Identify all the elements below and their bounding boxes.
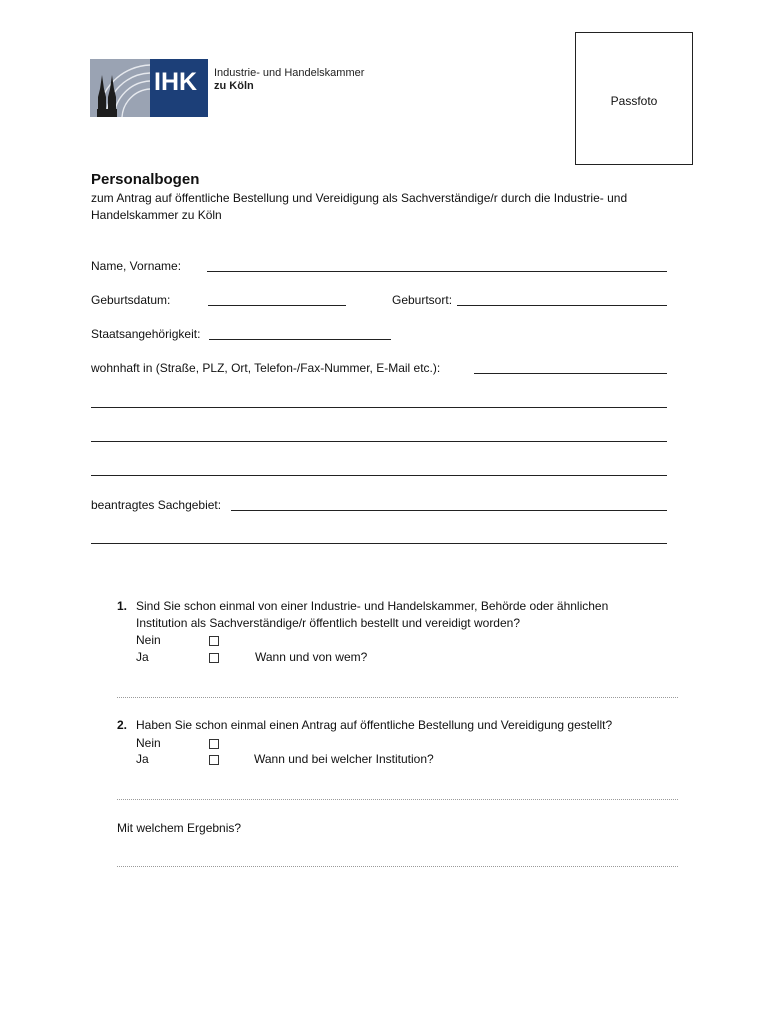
q2-followup: Wann und bei welcher Institution? [254, 752, 434, 766]
q1-yes-checkbox[interactable] [209, 653, 219, 663]
address-label: wohnhaft in (Straße, PLZ, Ort, Telefon-/Fax-Nummer, E-Mail etc.): [91, 361, 441, 375]
org-name-line1: Industrie- und Handelskammer [214, 67, 365, 79]
address-field-2[interactable] [91, 407, 667, 408]
address-field-4[interactable] [91, 475, 667, 476]
subtitle-line2: Handelskammer zu Köln [91, 208, 222, 222]
field-input-2[interactable] [91, 543, 667, 544]
birthdate-label: Geburtsdatum: [91, 293, 171, 307]
q2-no-label: Nein [136, 736, 161, 750]
result-label: Mit welchem Ergebnis? [117, 821, 242, 835]
ihk-logo [90, 59, 208, 117]
birthplace-field[interactable] [457, 305, 667, 306]
q1-no-label: Nein [136, 633, 161, 647]
q1-answer-line[interactable] [117, 697, 678, 698]
name-field[interactable] [207, 271, 667, 272]
page-title: Personalbogen [91, 171, 200, 188]
result-answer-line[interactable] [117, 866, 678, 867]
logo-ihk-text: IHK [154, 68, 198, 96]
field-input-1[interactable] [231, 510, 667, 511]
q2-yes-label: Ja [136, 752, 149, 766]
q1-number: 1. [117, 599, 128, 613]
nationality-field[interactable] [209, 339, 391, 340]
q2-number: 2. [117, 718, 128, 732]
q2-text: Haben Sie schon einmal einen Antrag auf öffentliche Bestellung und Vereidigung gestellt? [136, 718, 613, 732]
q1-no-checkbox[interactable] [209, 636, 219, 646]
q2-no-checkbox[interactable] [209, 739, 219, 749]
subtitle-line1: zum Antrag auf öffentliche Bestellung und Vereidigung als Sachverständige/r durch die Industrie- und [91, 191, 628, 205]
q1-yes-label: Ja [136, 650, 149, 664]
q2-answer-line[interactable] [117, 799, 678, 800]
org-name-line2: zu Köln [214, 80, 254, 92]
nationality-label: Staatsangehörigkeit: [91, 327, 201, 341]
q1-text-line1: Sind Sie schon einmal von einer Industrie- und Handelskammer, Behörde oder ähnlichen [136, 599, 609, 613]
passport-photo-box[interactable] [575, 32, 693, 165]
address-field-1[interactable] [474, 373, 667, 374]
address-field-3[interactable] [91, 441, 667, 442]
q1-text-line2: Institution als Sachverständige/r öffentlich bestellt und vereidigt worden? [136, 616, 521, 630]
q2-yes-checkbox[interactable] [209, 755, 219, 765]
birthplace-label: Geburtsort: [392, 293, 453, 307]
q1-followup: Wann und von wem? [255, 650, 368, 664]
field-label: beantragtes Sachgebiet: [91, 498, 222, 512]
passport-photo-label: Passfoto [610, 94, 658, 108]
birthdate-field[interactable] [208, 305, 346, 306]
name-label: Name, Vorname: [91, 259, 182, 273]
